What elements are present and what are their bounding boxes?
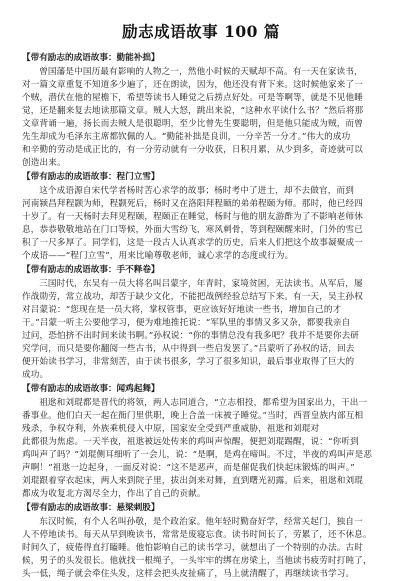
story-line: 祖逖和刘琨都是晋代的将领，两人志同道合，“立志相投，都希望为国家出力，干出一 <box>39 398 368 408</box>
story-body <box>22 278 380 382</box>
story-line: 东汉时候，有个人名叫孙敬，是个政治家。他年轻时勤奋好学，经常关起门，独自一 <box>39 517 363 527</box>
story-body <box>22 516 380 581</box>
story-line: 曾国藩是中国历最有影响的人物之一，然他小时候的天赋却不高。有一天在家读书， <box>39 67 363 77</box>
story-line: 和辛勤的劳动是成正比的，有一分劳动就有一分收获，日积月累，从少到多，奇迹就可以 <box>22 145 364 155</box>
story-line: 残杀，争权夺利，外族乘机侵入中原，国家安全受到严重威胁，祖逖和刘琨对 <box>22 424 320 434</box>
story-line: 便开始读书学习，非常刻苦，由于读书很多，学习了很多知识，最后事业取得了巨大的 <box>22 357 355 367</box>
story-line: 鸡叫声了吗？”刘琨侧耳细听了一会儿，说：“是啊，是鸡在啼叫。不过，半夜的鸡叫声是恶 <box>22 450 373 460</box>
story-line: 干。”吕蒙一听主公要他学习，便为难地推托说：“军队里的事情又多又杂，都要我亲自 <box>22 318 351 328</box>
story-list <box>22 52 380 581</box>
story-body <box>22 66 380 170</box>
story-line: 人不停地读书。每天从早到晚读书，常常是废寝忘食。读书时间长了，劳累了，还不休息。 <box>22 530 372 540</box>
story-line: 创造出来。 <box>22 158 66 168</box>
story-heading: 【带有励志的成语故事：勤能补拙】 <box>22 53 160 63</box>
story-heading: 【带有励志的成语故事：闻鸡起舞】 <box>22 384 160 394</box>
story-line: 先生却成为毛泽东主席都钦佩的人。“勤能补拙是良训，一分辛苦一分才。”伟大的成功 <box>22 132 351 142</box>
story-section <box>22 52 380 170</box>
story-line: 积了一尺多厚了。同学们，这是一段古人认真求学的历史，后来人们把这个故事凝聚成一 <box>22 238 364 248</box>
story-heading: 【带有励志的成语故事：悬梁刺股】 <box>22 503 160 513</box>
story-body <box>22 397 380 501</box>
story-line: 文章背诵一遍，扬长而去贼人是很聪明，至少比曾先生要聪明，但是他只能成为贼，而曾 <box>22 119 364 129</box>
story-line: 对一篇文章重复不知道多少遍了，还在朗读，因为，他还没有背下来。这时候他家来了一 <box>22 80 364 90</box>
story-body <box>22 185 380 263</box>
story-line: 声啊！”祖逖一边起身，一面反对说：“这不是恶声，而是催促我们快起床锻炼的叫声。” <box>22 463 355 473</box>
story-line: 此都很为焦虑。一天半夜，祖逖被远处传来的鸡叫声惊醒，便把刘琨踢醒，说：“你听到 <box>22 437 359 447</box>
story-heading: 【带有励志的成语故事：手不释卷】 <box>22 265 160 275</box>
story-line: 头一低，绳子就会牵住头发，这样会把头皮扯痛了，马上就清醒了，再继续读书学习。 <box>22 569 355 579</box>
story-line: 刘琨跟着穿衣起床，两人来到院子里，拔出剑来对舞，直到曙光初露。后来，祖逖和刘琨 <box>22 476 364 486</box>
story-line: 时间久了，疲倦得直打瞌睡。他怕影响自己的读书学习，就想出了一个特别的办法。古时 <box>22 543 364 553</box>
story-section <box>22 383 380 501</box>
story-line: 河南颍昌拜程颢为师，程颢死后，杨时又在洛阳拜程颐的弟弟程颐为师。那时，他已经四 <box>22 199 364 209</box>
story-section <box>22 264 380 382</box>
story-line: 究学问，而只是要你翻阅一些古书，从中得到一些启发罢了。”吕蒙听了孙权的话，回去 <box>22 344 355 354</box>
story-line: 候，男子的头发很长。他就找一根绳子，一头牢牢的绑在房梁上，当他读书疲劳时打盹了， <box>22 556 372 566</box>
story-line: 都成为收复北方渴尽全力，作出了自己的贡献。 <box>22 489 206 499</box>
story-line: 三国时代，东吴有一员大将名叫吕蒙字，年青时，家境贫困，无法读书。从军后，屡 <box>39 279 363 289</box>
story-line: 觉，还是翻来复去地读那篇文章。贼人大怒，跳出来说，“这种水平读什么书？”然后将那 <box>22 106 364 116</box>
story-line: 成功。 <box>22 370 49 380</box>
story-section <box>22 502 380 581</box>
story-line: 这个成语源自宋代学者杨时苦心求学的故事；杨时考中了进士，却不去做官，而到 <box>39 186 354 196</box>
story-heading: 【带有励志的成语故事：程门立雪】 <box>22 172 160 182</box>
page-title: 励志成语故事 100 篇 <box>122 22 280 41</box>
story-line: 作战勋劳，常立战功，却苦于缺少文化，不能把战例经验总结写下来。有一天，吴主孙权 <box>22 292 364 302</box>
story-section <box>22 171 380 263</box>
story-line: 过问，恐怕挤不出时间来读书啊。”孙权说：“你的事情总没有我多吧？我并不是要你去研 <box>22 331 360 341</box>
story-line: 对吕蒙说：“您现在是一员大将，掌权管事，更应该好好地读一些书，增加自己的才 <box>22 305 342 315</box>
story-line: 个成语——“程门立雪”，用来比喻尊敬老师，诚心求学的态度或行为。 <box>22 251 294 261</box>
story-line: 十岁了。有一天杨时去拜见程颐，程颐正在睡觉，杨时与他的朋友游酢为了不影响老师休 <box>22 212 364 222</box>
story-line: 番事业。他们白天一起在衙门里供职，晚上合盖一床被子睡觉。”当时，西晋皇族内部互相 <box>22 411 364 421</box>
story-line: 个贼，潜伏在他的屋檐下，希望等读书人睡觉之后捞点好处。可是等啊等，就是不见他睡 <box>22 93 364 103</box>
story-line: 息，恭恭敬敬地站在门口等候，外面大雪纷飞，寒风刺骨，等到程颐醒来时，门外的雪已 <box>22 225 364 235</box>
